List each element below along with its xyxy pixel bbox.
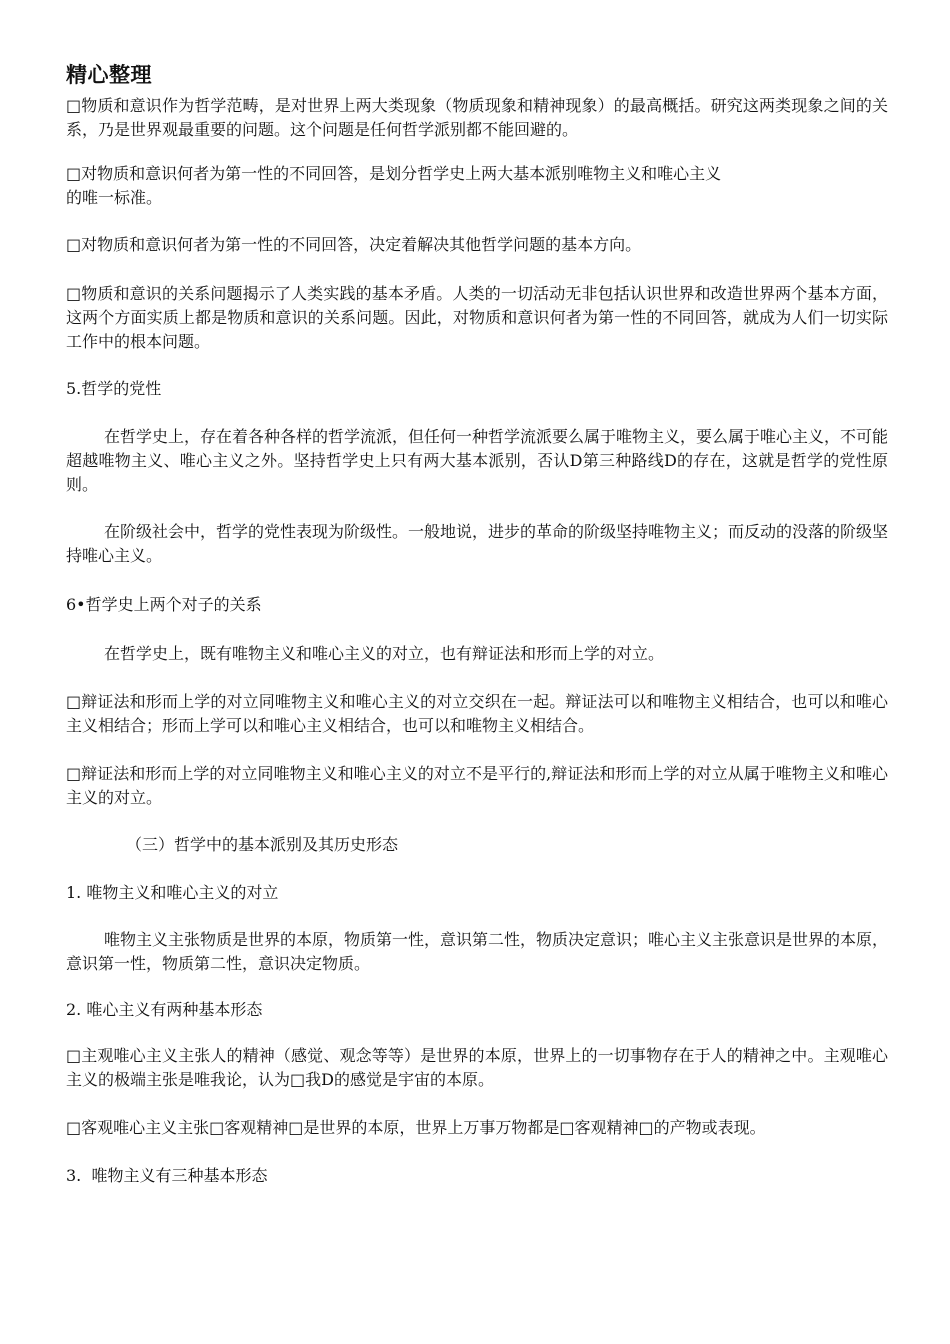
paragraph-6: 在阶级社会中，哲学的党性表现为阶级性。一般地说，进步的革命的阶级坚持唯物主义；而反动的没落的阶级坚持唯心主义。 — [66, 522, 889, 565]
paragraph-5: 在哲学史上，存在着各种各样的哲学流派，但任何一种哲学流派要么属于唯物主义，要么属于唯心主义，不可能超越唯物主义、唯心主义之外。坚持哲学史上只有两大基本派别，否认D第三种路线D的存在，这就是哲学的党性原则。 — [66, 427, 889, 494]
paragraph-7: 在哲学史上，既有唯物主义和唯心主义的对立，也有辩证法和形而上学的对立。 — [104, 644, 665, 663]
paragraph-3: □对物质和意识何者为第一性的不同回答，决定着解决其他哲学问题的基本方向。 — [66, 235, 642, 254]
subheading-2: 2. 唯心主义有两种基本形态 — [66, 1000, 263, 1019]
paragraph-2: □对物质和意识何者为第一性的不同回答，是划分哲学史上两大基本派别唯物主义和唯心主义 的唯一标准。 — [66, 164, 722, 207]
paragraph-10: 唯物主义主张物质是世界的本原，物质第一性，意识第二性，物质决定意识；唯心主义主张意识是世界的本原，意识第一性，物质第二性，意识决定物质。 — [66, 930, 889, 973]
section-heading-5: 5.哲学的党性 — [66, 379, 162, 398]
paragraph-1: □物质和意识作为哲学范畴，是对世界上两大类现象（物质现象和精神现象）的最高概括。研究这两类现象之间的关系，乃是世界观最重要的问题。这个问题是任何哲学派别都不能回避的。 — [66, 96, 888, 139]
paragraph-8: □辩证法和形而上学的对立同唯物主义和唯心主义的对立交织在一起。辩证法可以和唯物主义相结合，也可以和唯心主义相结合；形而上学可以和唯心主义相结合，也可以和唯物主义相结合。 — [66, 692, 888, 735]
page-header: 精心整理 — [66, 63, 152, 87]
paragraph-4: □物质和意识的关系问题揭示了人类实践的基本矛盾。人类的一切活动无非包括认识世界和改造世界两个基本方面，这两个方面实质上都是物质和意识的关系问题。因此，对物质和意识何者为第一性的不同回答，就成为人们一切实际工作中的根本问题。 — [66, 284, 888, 351]
paragraph-9: □辩证法和形而上学的对立同唯物主义和唯心主义的对立不是平行的,辩证法和形而上学的对立从属于唯物主义和唯心主义的对立。 — [66, 764, 888, 807]
paragraph-12: □客观唯心主义主张□客观精神□是世界的本原，世界上万事万物都是□客观精神□的产物或表现。 — [66, 1118, 766, 1137]
section-heading-3: （三）哲学中的基本派别及其历史形态 — [126, 835, 399, 854]
subheading-3: 3. 唯物主义有三种基本形态 — [66, 1166, 268, 1185]
paragraph-11: □主观唯心主义主张人的精神（感觉、观念等等）是世界的本原，世界上的一切事物存在于人的精神之中。主观唯心主义的极端主张是唯我论，认为□我D的感觉是宇宙的本原。 — [66, 1046, 888, 1089]
section-heading-6: 6•哲学史上两个对子的关系 — [66, 595, 262, 614]
subheading-1: 1. 唯物主义和唯心主义的对立 — [66, 883, 279, 902]
